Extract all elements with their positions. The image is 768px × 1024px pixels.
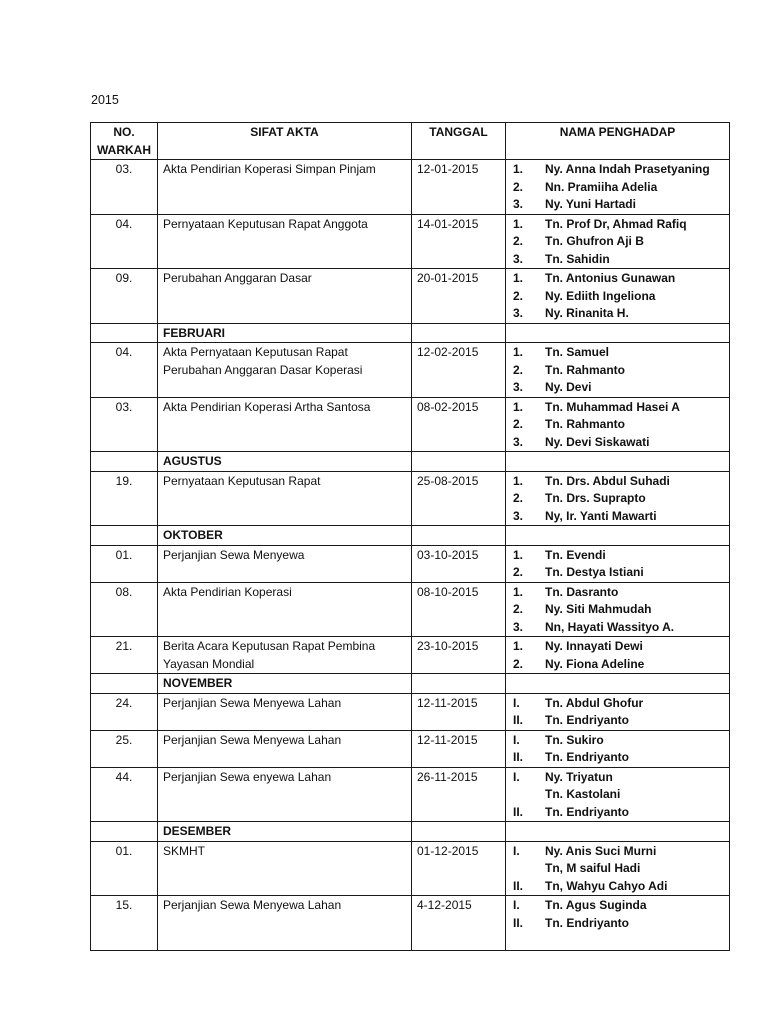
sifat-akta-cell: Pernyataan Keputusan Rapat Anggota xyxy=(158,214,412,269)
month-label: AGUSTUS xyxy=(158,452,412,472)
penghadap-item xyxy=(511,179,724,197)
penghadap-marker: II. xyxy=(513,804,524,819)
tanggal-cell: 12-01-2015 xyxy=(412,160,506,215)
penghadap-marker: I. xyxy=(513,843,520,858)
penghadap-name: Tn. Dasranto xyxy=(545,584,619,599)
no-warkah-cell: 04. xyxy=(91,343,158,398)
penghadap-item xyxy=(511,732,724,750)
notary-deed-table xyxy=(90,122,730,951)
penghadap-name: Tn. Endriyanto xyxy=(545,915,629,930)
penghadap-marker: 2. xyxy=(513,491,524,505)
penghadap-item xyxy=(511,878,724,896)
nama-penghadap-cell xyxy=(506,582,730,637)
penghadap-marker: 2. xyxy=(513,362,524,377)
penghadap-marker: 3. xyxy=(513,197,524,211)
penghadap-marker: 2. xyxy=(513,417,524,431)
table-row xyxy=(91,582,730,637)
penghadap-item xyxy=(511,270,724,288)
penghadap-item xyxy=(511,233,724,251)
penghadap-item xyxy=(511,490,724,508)
penghadap-marker xyxy=(487,786,543,804)
tanggal-cell: 12-11-2015 xyxy=(412,693,506,730)
penghadap-name: Tn. Endriyanto xyxy=(545,804,629,819)
month-label: OKTOBER xyxy=(158,526,412,546)
penghadap-name: Tn. Sukiro xyxy=(545,732,604,747)
penghadap-marker: II. xyxy=(513,915,524,930)
penghadap-name: Tn, M saiful Hadi xyxy=(545,861,641,875)
no-warkah-cell: 01. xyxy=(91,545,158,582)
nama-penghadap-cell xyxy=(506,160,730,215)
penghadap-list xyxy=(511,584,724,637)
header-tanggal: TANGGAL xyxy=(412,123,506,160)
penghadap-name: Tn. Rahmanto xyxy=(545,417,625,431)
penghadap-item xyxy=(511,601,724,619)
penghadap-name: Ny. Triyatun xyxy=(545,769,613,784)
penghadap-marker: 1. xyxy=(513,639,524,653)
sifat-akta-cell: Perubahan Anggaran Dasar xyxy=(158,269,412,324)
table-row xyxy=(91,269,730,324)
tanggal-cell: 14-01-2015 xyxy=(412,214,506,269)
penghadap-item xyxy=(511,769,724,787)
penghadap-list xyxy=(511,732,724,767)
penghadap-marker: 3. xyxy=(513,619,524,634)
month-section-row xyxy=(91,452,730,472)
table-row xyxy=(91,841,730,896)
penghadap-name: Ny. Anna Indah Prasetyaning xyxy=(545,162,710,176)
penghadap-item xyxy=(511,619,724,637)
no-warkah-cell: 25. xyxy=(91,730,158,767)
no-warkah-cell: 24. xyxy=(91,693,158,730)
penghadap-list xyxy=(511,161,724,214)
sifat-akta-cell: Pernyataan Keputusan Rapat xyxy=(158,471,412,526)
month-names-cell xyxy=(506,526,730,546)
no-warkah-cell: 08. xyxy=(91,582,158,637)
table-row xyxy=(91,730,730,767)
table-body xyxy=(91,160,730,951)
no-warkah-cell: 15. xyxy=(91,896,158,951)
penghadap-name: Tn. Samuel xyxy=(545,345,610,359)
penghadap-item xyxy=(511,897,724,915)
penghadap-item xyxy=(511,749,724,767)
month-section-row xyxy=(91,526,730,546)
penghadap-item xyxy=(511,305,724,323)
penghadap-marker: 2. xyxy=(513,288,524,303)
penghadap-marker: 2. xyxy=(513,656,524,671)
nama-penghadap-cell xyxy=(506,841,730,896)
penghadap-marker xyxy=(487,860,543,878)
penghadap-name: Tn. Prof Dr, Ahmad Rafiq xyxy=(545,216,687,231)
penghadap-marker: II. xyxy=(513,878,524,893)
table-row xyxy=(91,693,730,730)
tanggal-cell: 4-12-2015 xyxy=(412,896,506,951)
nama-penghadap-cell xyxy=(506,397,730,452)
penghadap-name: Tn. Drs. Abdul Suhadi xyxy=(545,473,670,488)
penghadap-marker: I. xyxy=(513,732,520,747)
penghadap-name: Tn. Destya Istiani xyxy=(545,565,644,579)
penghadap-item xyxy=(511,434,724,452)
penghadap-marker: 1. xyxy=(513,216,524,231)
nama-penghadap-cell xyxy=(506,767,730,822)
penghadap-item xyxy=(511,843,724,861)
penghadap-item xyxy=(511,564,724,582)
penghadap-list xyxy=(511,897,724,950)
penghadap-list xyxy=(511,216,724,269)
document-year: 2015 xyxy=(91,93,119,107)
penghadap-list xyxy=(511,344,724,397)
sifat-akta-cell: Perjanjian Sewa Menyewa Lahan xyxy=(158,730,412,767)
penghadap-name: Ny. Yuni Hartadi xyxy=(545,197,636,211)
penghadap-item xyxy=(511,251,724,269)
table-row xyxy=(91,767,730,822)
penghadap-item xyxy=(511,547,724,565)
penghadap-name: Nn. Pramiiha Adelia xyxy=(545,179,658,194)
penghadap-item xyxy=(511,695,724,713)
penghadap-name: Tn. Sahidin xyxy=(545,251,610,266)
penghadap-name: Ny. Devi xyxy=(545,380,592,394)
penghadap-name: Nn, Hayati Wassityo A. xyxy=(545,619,675,634)
penghadap-item xyxy=(511,399,724,417)
header-sifat-akta: SIFAT AKTA xyxy=(158,123,412,160)
no-warkah-cell: 01. xyxy=(91,841,158,896)
sifat-akta-cell: SKMHT xyxy=(158,841,412,896)
penghadap-name: Tn. Endriyanto xyxy=(545,713,629,727)
penghadap-marker: 1. xyxy=(513,473,524,488)
penghadap-name: Tn, Wahyu Cahyo Adi xyxy=(545,878,668,893)
no-warkah-cell: 03. xyxy=(91,397,158,452)
penghadap-marker: 2. xyxy=(513,565,524,579)
nama-penghadap-cell xyxy=(506,637,730,674)
tanggal-cell: 08-10-2015 xyxy=(412,582,506,637)
no-warkah-cell: 03. xyxy=(91,160,158,215)
month-no-cell xyxy=(91,674,158,694)
table-row xyxy=(91,343,730,398)
nama-penghadap-cell xyxy=(506,545,730,582)
penghadap-item xyxy=(511,288,724,306)
tanggal-cell: 08-02-2015 xyxy=(412,397,506,452)
nama-penghadap-cell xyxy=(506,471,730,526)
penghadap-marker: I. xyxy=(513,898,520,912)
sifat-akta-cell: Akta Pendirian Koperasi Simpan Pinjam xyxy=(158,160,412,215)
no-warkah-cell: 09. xyxy=(91,269,158,324)
penghadap-marker: 1. xyxy=(513,345,524,359)
penghadap-marker: 1. xyxy=(513,399,524,414)
nama-penghadap-cell xyxy=(506,214,730,269)
penghadap-name: Ny. Fiona Adeline xyxy=(545,656,645,671)
tanggal-cell: 23-10-2015 xyxy=(412,637,506,674)
penghadap-item xyxy=(511,344,724,362)
penghadap-name: Tn. Rahmanto xyxy=(545,362,625,377)
header-nama-penghadap: NAMA PENGHADAP xyxy=(506,123,730,160)
penghadap-marker: 2. xyxy=(513,602,524,616)
month-section-row xyxy=(91,323,730,343)
sifat-akta-cell: Akta Pendirian Koperasi Artha Santosa xyxy=(158,397,412,452)
penghadap-list xyxy=(511,399,724,452)
no-warkah-cell: 19. xyxy=(91,471,158,526)
month-date-cell xyxy=(412,452,506,472)
month-section-row xyxy=(91,822,730,842)
no-warkah-cell: 44. xyxy=(91,767,158,822)
no-warkah-cell: 21. xyxy=(91,637,158,674)
penghadap-marker: 2. xyxy=(513,179,524,194)
month-label: DESEMBER xyxy=(158,822,412,842)
month-label: NOVEMBER xyxy=(158,674,412,694)
month-date-cell xyxy=(412,323,506,343)
penghadap-name: Tn. Agus Suginda xyxy=(545,898,647,912)
penghadap-marker: 3. xyxy=(513,508,524,523)
tanggal-cell: 20-01-2015 xyxy=(412,269,506,324)
penghadap-name: Ny. Ediith Ingeliona xyxy=(545,288,656,303)
penghadap-marker: 1. xyxy=(513,271,524,285)
penghadap-name: Ny. Innayati Dewi xyxy=(545,639,643,653)
table-row xyxy=(91,471,730,526)
penghadap-marker: 1. xyxy=(513,547,524,562)
penghadap-item xyxy=(511,656,724,674)
no-warkah-cell: 04. xyxy=(91,214,158,269)
tanggal-cell: 01-12-2015 xyxy=(412,841,506,896)
table-header-row xyxy=(91,123,730,160)
nama-penghadap-cell xyxy=(506,693,730,730)
penghadap-item xyxy=(511,161,724,179)
tanggal-cell: 12-11-2015 xyxy=(412,730,506,767)
month-no-cell xyxy=(91,526,158,546)
header-no-line2: WARKAH xyxy=(97,142,151,157)
penghadap-list xyxy=(511,270,724,323)
month-no-cell xyxy=(91,452,158,472)
penghadap-name: Ny. Devi Siskawati xyxy=(545,434,650,449)
month-date-cell xyxy=(412,674,506,694)
penghadap-list xyxy=(511,843,724,896)
penghadap-name: Tn. Endriyanto xyxy=(545,750,629,764)
header-no-warkah xyxy=(91,123,158,160)
month-names-cell xyxy=(506,674,730,694)
penghadap-marker: 3. xyxy=(513,306,524,320)
penghadap-item xyxy=(511,786,724,804)
sifat-akta-cell: Perjanjian Sewa Menyewa Lahan xyxy=(158,896,412,951)
penghadap-name: Ny. Rinanita H. xyxy=(545,306,629,320)
penghadap-list xyxy=(511,769,724,822)
header-no-line1: NO. xyxy=(113,125,135,139)
table-row xyxy=(91,896,730,951)
penghadap-list xyxy=(511,547,724,582)
sifat-akta-cell: Akta Pendirian Koperasi xyxy=(158,582,412,637)
table-row xyxy=(91,397,730,452)
penghadap-name: Ny. Siti Mahmudah xyxy=(545,602,652,616)
nama-penghadap-cell xyxy=(506,896,730,951)
penghadap-marker: 2. xyxy=(513,234,524,248)
penghadap-item xyxy=(511,508,724,526)
month-names-cell xyxy=(506,452,730,472)
penghadap-marker: I. xyxy=(513,769,520,784)
penghadap-name: Tn. Muhammad Hasei A xyxy=(545,399,680,414)
nama-penghadap-cell xyxy=(506,730,730,767)
table-row xyxy=(91,214,730,269)
penghadap-name: Tn. Kastolani xyxy=(545,787,621,801)
penghadap-item xyxy=(511,362,724,380)
penghadap-list xyxy=(511,638,724,673)
month-names-cell xyxy=(506,822,730,842)
penghadap-marker: II. xyxy=(513,750,524,764)
month-no-cell xyxy=(91,822,158,842)
penghadap-name: Tn. Drs. Suprapto xyxy=(545,491,646,505)
penghadap-item xyxy=(511,196,724,214)
penghadap-marker: II. xyxy=(513,713,524,727)
sifat-akta-cell: Akta Pernyataan Keputusan Rapat Perubahan Anggaran Dasar Koperasi xyxy=(158,343,412,398)
penghadap-item xyxy=(511,804,724,822)
table-row xyxy=(91,637,730,674)
month-names-cell xyxy=(506,323,730,343)
tanggal-cell: 25-08-2015 xyxy=(412,471,506,526)
sifat-akta-cell: Berita Acara Keputusan Rapat Pembina Yayasan Mondial xyxy=(158,637,412,674)
sifat-akta-cell: Perjanjian Sewa Menyewa Lahan xyxy=(158,693,412,730)
penghadap-marker: 1. xyxy=(513,162,524,176)
penghadap-item xyxy=(511,860,724,878)
sifat-akta-cell: Perjanjian Sewa enyewa Lahan xyxy=(158,767,412,822)
month-no-cell xyxy=(91,323,158,343)
penghadap-item xyxy=(511,638,724,656)
penghadap-item xyxy=(511,379,724,397)
table-row xyxy=(91,160,730,215)
table-row xyxy=(91,545,730,582)
penghadap-item xyxy=(511,216,724,234)
tanggal-cell: 03-10-2015 xyxy=(412,545,506,582)
penghadap-name: Ny. Anis Suci Murni xyxy=(545,843,657,858)
penghadap-name: Tn. Antonius Gunawan xyxy=(545,271,676,285)
penghadap-marker: 1. xyxy=(513,584,524,599)
penghadap-marker: 3. xyxy=(513,434,524,449)
penghadap-item xyxy=(511,416,724,434)
nama-penghadap-cell xyxy=(506,343,730,398)
penghadap-marker: I. xyxy=(513,695,520,710)
penghadap-item xyxy=(511,584,724,602)
blank-line xyxy=(511,932,724,950)
penghadap-marker: 3. xyxy=(513,251,524,266)
penghadap-item xyxy=(511,915,724,933)
penghadap-name: Tn. Ghufron Aji B xyxy=(545,234,644,248)
month-label: FEBRUARI xyxy=(158,323,412,343)
month-section-row xyxy=(91,674,730,694)
penghadap-name: Tn. Evendi xyxy=(545,547,606,562)
month-date-cell xyxy=(412,822,506,842)
penghadap-list xyxy=(511,695,724,730)
penghadap-marker: 3. xyxy=(513,380,524,394)
penghadap-name: Tn. Abdul Ghofur xyxy=(545,695,644,710)
penghadap-item xyxy=(511,473,724,491)
tanggal-cell: 26-11-2015 xyxy=(412,767,506,822)
penghadap-list xyxy=(511,473,724,526)
penghadap-name: Ny, Ir. Yanti Mawarti xyxy=(545,508,657,523)
tanggal-cell: 12-02-2015 xyxy=(412,343,506,398)
penghadap-item xyxy=(511,712,724,730)
sifat-akta-cell: Perjanjian Sewa Menyewa xyxy=(158,545,412,582)
nama-penghadap-cell xyxy=(506,269,730,324)
month-date-cell xyxy=(412,526,506,546)
